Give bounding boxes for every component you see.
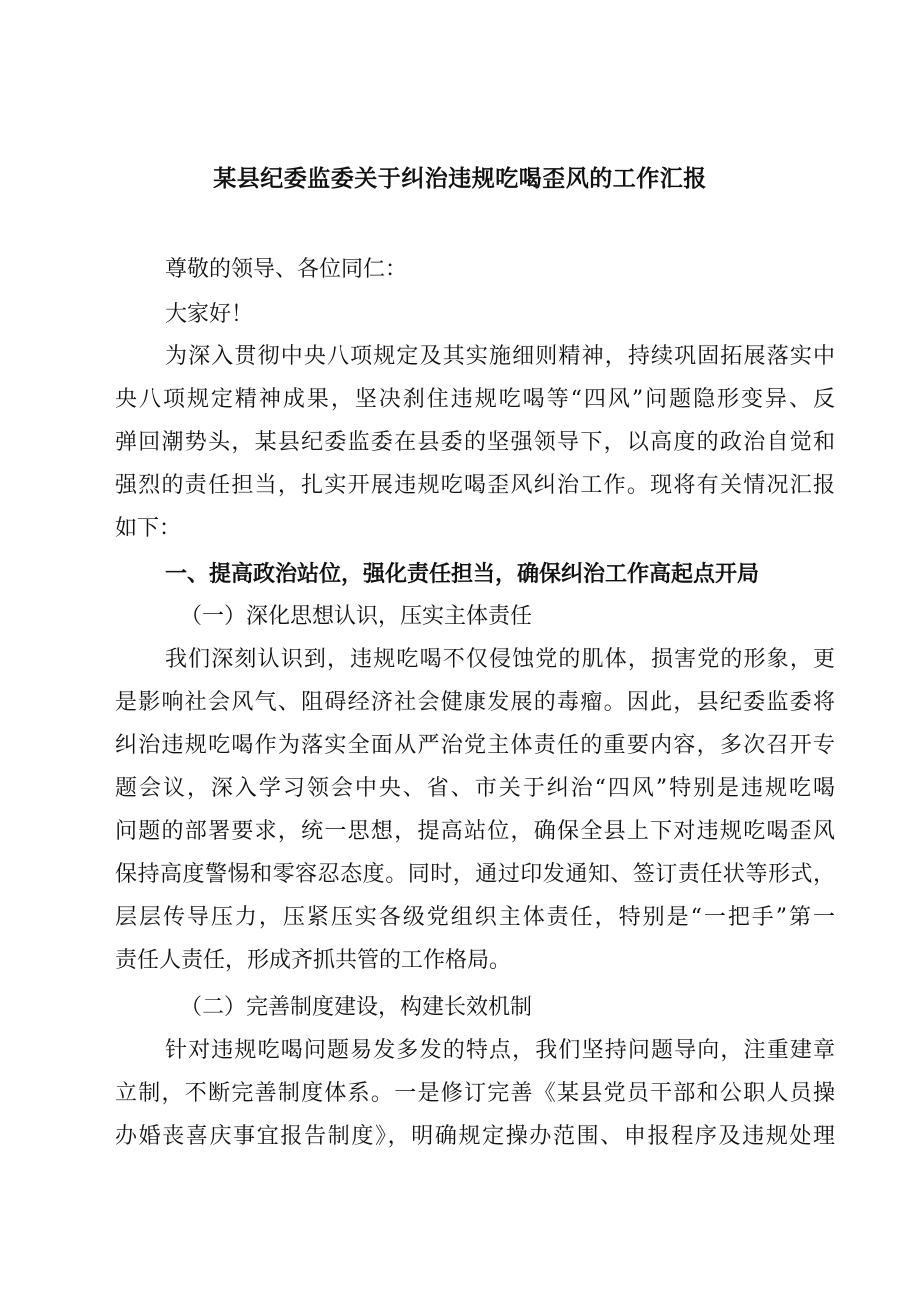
body-line: 针对违规吃喝问题易发多发的特点，我们坚持问题导向，注重建章 bbox=[165, 1038, 835, 1063]
intro-line: 弹回潮势头，某县纪委监委在县委的坚强领导下，以高度的政治自觉和 bbox=[115, 430, 835, 455]
body-line: 是影响社会风气、阻碍经济社会健康发展的毒瘤。因此，县纪委监委将 bbox=[115, 690, 835, 715]
body-line: 我们深刻认识到，违规吃喝不仅侵蚀党的肌体，损害党的形象，更 bbox=[165, 647, 835, 672]
body-line: 问题的部署要求，统一思想，提高站位，确保全县上下对违规吃喝歪风 bbox=[115, 819, 835, 844]
document-title: 某县纪委监委关于纠治违规吃喝歪风的工作汇报 bbox=[213, 166, 707, 192]
body-line: 办婚丧喜庆事宜报告制度》，明确规定操办范围、申报程序及违规处理 bbox=[115, 1124, 835, 1149]
body-line: 层层传导压力，压紧压实各级党组织主体责任，特别是“一把手”第一 bbox=[115, 905, 835, 930]
section-heading: 一、提高政治站位，强化责任担当，确保纠治工作高起点开局 bbox=[165, 562, 760, 587]
intro-line: 强烈的责任担当，扎实开展违规吃喝歪风纠治工作。现将有关情况汇报 bbox=[115, 473, 835, 498]
greeting: 大家好！ bbox=[165, 302, 254, 327]
body-line: 纠治违规吃喝作为落实全面从严治党主体责任的重要内容，多次召开专 bbox=[115, 733, 835, 758]
intro-line: 如下： bbox=[115, 516, 182, 541]
salutation: 尊敬的领导、各位同仁： bbox=[165, 257, 408, 282]
body-line: 保持高度警惕和零容忍态度。同时，通过印发通知、签订责任状等形式， bbox=[115, 862, 835, 887]
intro-line: 央八项规定精神成果，坚决刹住违规吃喝等“四风”问题隐形变异、反 bbox=[115, 387, 835, 412]
body-line: 立制，不断完善制度体系。一是修订完善《某县党员干部和公职人员操 bbox=[115, 1081, 835, 1106]
intro-line: 为深入贯彻中央八项规定及其实施细则精神，持续巩固拓展落实中 bbox=[165, 344, 835, 369]
body-line: 责任人责任，形成齐抓共管的工作格局。 bbox=[115, 948, 512, 973]
body-line: 题会议，深入学习领会中央、省、市关于纠治“四风”特别是违规吃喝 bbox=[115, 776, 835, 801]
subsection-heading: （一）深化思想认识，压实主体责任 bbox=[180, 604, 533, 629]
subsection-heading: （二）完善制度建设，构建长效机制 bbox=[180, 995, 533, 1020]
